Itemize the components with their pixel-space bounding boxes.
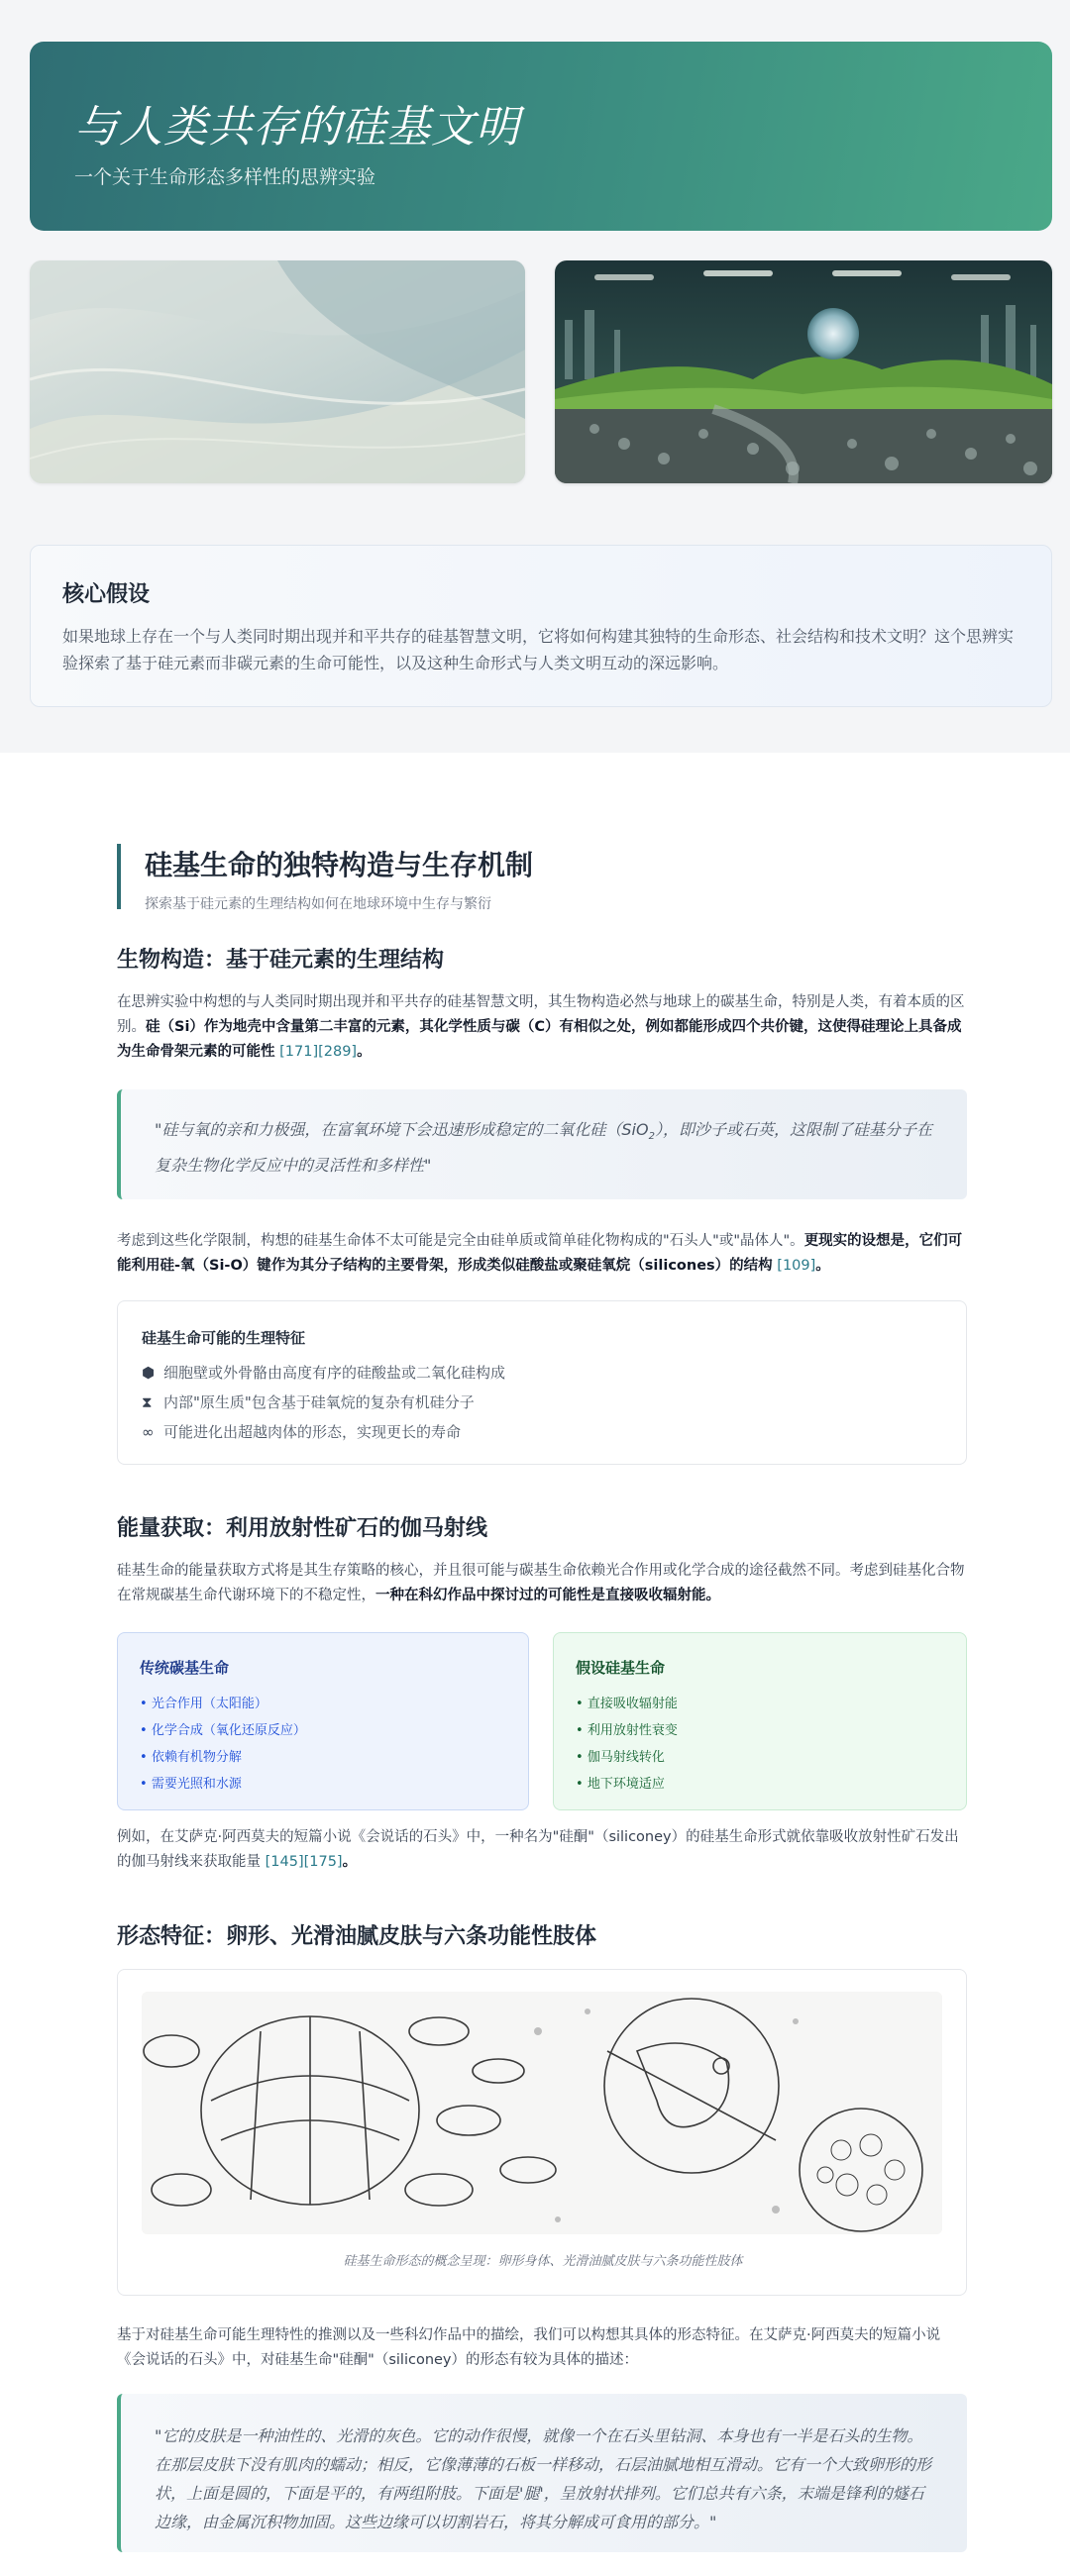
list-item: • 利用放射性衰变 bbox=[576, 1717, 678, 1744]
core-hypothesis-text: 如果地球上存在一个与人类同时期出现并和平共存的硅基智慧文明，它将如何构建其独特的生命形态、社会结构和技术文明？这个思辨实验探索了基于硅元素而非碳元素的生命可能性，以及这种生命形式与人类文明互动的深远影响。 bbox=[62, 627, 1015, 672]
carbon-life-card bbox=[117, 1632, 529, 1810]
dna-icon: ⬢ bbox=[142, 1364, 156, 1382]
energy-p1-bold: 一种在科幻作品中探讨过的可能性是直接吸收辐射能。 bbox=[375, 1588, 720, 1603]
list-item: • 伽马射线转化 bbox=[576, 1744, 678, 1771]
carbon-life-list bbox=[140, 1691, 306, 1798]
feature-text: 内部"原生质"包含基于硅氧烷的复杂有机硅分子 bbox=[163, 1393, 475, 1411]
silicon-life-title: 假设硅基生命 bbox=[576, 1659, 666, 1677]
citation-link[interactable]: [145][175] bbox=[265, 1854, 343, 1870]
bio-p1-bold: 硅（Si）作为地壳中含量第二丰富的元素，其化学性质与碳（C）有相似之处，例如都能形成四个共价键，这使得硅理论上具备成为生命骨架元素的可能性 bbox=[117, 1019, 962, 1060]
page-subtitle: 一个关于生命形态多样性的思辨实验 bbox=[74, 166, 376, 188]
feature-text: 可能进化出超越肉体的形态，实现更长的寿命 bbox=[163, 1423, 462, 1441]
silicon-lab-image bbox=[555, 260, 1052, 483]
list-item: • 化学合成（氧化还原反应） bbox=[140, 1717, 306, 1744]
silicon-life-list bbox=[576, 1691, 678, 1798]
silicon-lab-graphic bbox=[555, 260, 1052, 483]
quote1-text-b: ），即沙子或石英，这限制了硅基分子在复杂生物化学反应中的灵活性和多样性" bbox=[155, 1120, 932, 1176]
features-title: 硅基生命可能的生理特征 bbox=[142, 1329, 306, 1347]
feature-item bbox=[142, 1421, 461, 1442]
section-subtitle: 探索基于硅元素的生理结构如何在地球环境中生存与繁衍 bbox=[145, 896, 491, 912]
list-item: • 需要光照和水源 bbox=[140, 1771, 306, 1798]
energy-heading: 能量获取：利用放射性矿石的伽马射线 bbox=[117, 1515, 488, 1541]
abstract-wave-image bbox=[30, 260, 525, 483]
citation-link[interactable]: [171][289] bbox=[279, 1044, 358, 1060]
bio-heading: 生物构造：基于硅元素的生理结构 bbox=[117, 947, 445, 973]
morphology-sketch-image bbox=[142, 1992, 942, 2234]
form-heading: 形态特征：卵形、光滑油腻皮肤与六条功能性肢体 bbox=[117, 1923, 597, 1949]
list-item: • 依赖有机物分解 bbox=[140, 1744, 306, 1771]
hero-banner bbox=[30, 42, 1052, 231]
quote1-subscript: 2 bbox=[648, 1131, 655, 1143]
list-item: • 地下环境适应 bbox=[576, 1771, 678, 1798]
energy-paragraph-2 bbox=[117, 1825, 967, 1875]
bio-p2-bold: 更现实的设想是，它们可能利用硅-氧（Si-O）键作为其分子结构的主要骨架，形成类似硅酸盐或聚硅氧烷（silicones）的结构 bbox=[117, 1233, 963, 1274]
hourglass-icon: ⧗ bbox=[142, 1393, 153, 1411]
carbon-life-title: 传统碳基生命 bbox=[140, 1659, 230, 1677]
bio-p2-text: 考虑到这些化学限制，构想的硅基生命体不太可能是完全由硅单质或简单硅化物构成的"石头人"或"晶体人"。 bbox=[117, 1233, 804, 1249]
silicon-life-card bbox=[553, 1632, 967, 1810]
energy-paragraph-1 bbox=[117, 1559, 967, 1608]
quote-siliconey-description: "它的皮肤是一种油性的、光滑的灰色。它的动作很慢，就像一个在石头里钻洞、本身也有一半是石头的生物。在那层皮肤下没有肌肉的蠕动；相反，它像薄薄的石板一样移动，石层油腻地相互滑动。它有一个大致卵形的形状，上面是圆的，下面是平的，有两组附肢。下面是'腿'，呈放射状排列。它们总共有六条，末端是锋利的燧石边缘，由金属沉积物加固。这些边缘可以切割岩石，将其分解成可食用的部分。" bbox=[117, 2394, 967, 2552]
page-title: 与人类共存的硅基文明 bbox=[74, 102, 520, 153]
morphology-sketch-graphic bbox=[142, 1992, 942, 2234]
list-item: • 光合作用（太阳能） bbox=[140, 1691, 306, 1717]
list-item: • 直接吸收辐射能 bbox=[576, 1691, 678, 1717]
infinity-icon: ∞ bbox=[142, 1423, 155, 1441]
energy-p2-text: 例如，在艾萨克·阿西莫夫的短篇小说《会说话的石头》中，一种名为"硅酮"（siliconey）的硅基生命形式就依靠吸收放射性矿石发出的伽马射线来获取能量 bbox=[117, 1829, 959, 1870]
citation-link[interactable]: [109] bbox=[777, 1258, 816, 1274]
bio-paragraph-2 bbox=[117, 1229, 967, 1279]
physiology-features-card bbox=[117, 1300, 967, 1465]
quote-silicon-oxygen bbox=[117, 1089, 967, 1199]
core-hypothesis-card bbox=[30, 545, 1052, 707]
bio-paragraph-1 bbox=[117, 990, 967, 1065]
quote1-text-a: "硅与氧的亲和力极强，在富氧环境下会迅速形成稳定的二氧化硅（SiO bbox=[155, 1120, 649, 1139]
abstract-wave-graphic bbox=[30, 260, 525, 483]
form-paragraph-1: 基于对硅基生命可能生理特性的推测以及一些科幻作品中的描绘，我们可以构想其具体的形态特征。在艾萨克·阿西莫夫的短篇小说《会说话的石头》中，对硅基生命"硅酮"（siliconey）的形态有较为具体的描述： bbox=[117, 2327, 941, 2368]
bio-p1-text: 在思辨实验中构想的与人类同时期出现并和平共存的硅基智慧文明，其生物构造必然与地球上的碳基生命，特别是人类，有着本质的区别。 bbox=[117, 994, 965, 1035]
main-content bbox=[0, 753, 1070, 2576]
section-header bbox=[117, 844, 534, 912]
figure-caption: 硅基生命形态的概念呈现：卵形身体、光滑油腻皮肤与六条功能性肢体 bbox=[343, 2254, 743, 2269]
energy-p2-end: 。 bbox=[342, 1854, 358, 1870]
morphology-figure bbox=[117, 1969, 967, 2296]
bio-p1-end: 。 bbox=[357, 1044, 372, 1060]
energy-p1-text: 硅基生命的能量获取方式将是其生存策略的核心，并且很可能与碳基生命依赖光合作用或化学合成的途径截然不同。考虑到硅基化合物在常规碳基生命代谢环境下的不稳定性， bbox=[117, 1563, 965, 1603]
feature-item bbox=[142, 1362, 505, 1383]
bio-p2-end: 。 bbox=[815, 1258, 830, 1274]
core-hypothesis-title: 核心假设 bbox=[62, 582, 151, 607]
feature-text: 细胞壁或外骨骼由高度有序的硅酸盐或二氧化硅构成 bbox=[163, 1364, 506, 1382]
section-title: 硅基生命的独特构造与生存机制 bbox=[145, 849, 534, 881]
feature-item bbox=[142, 1391, 475, 1412]
